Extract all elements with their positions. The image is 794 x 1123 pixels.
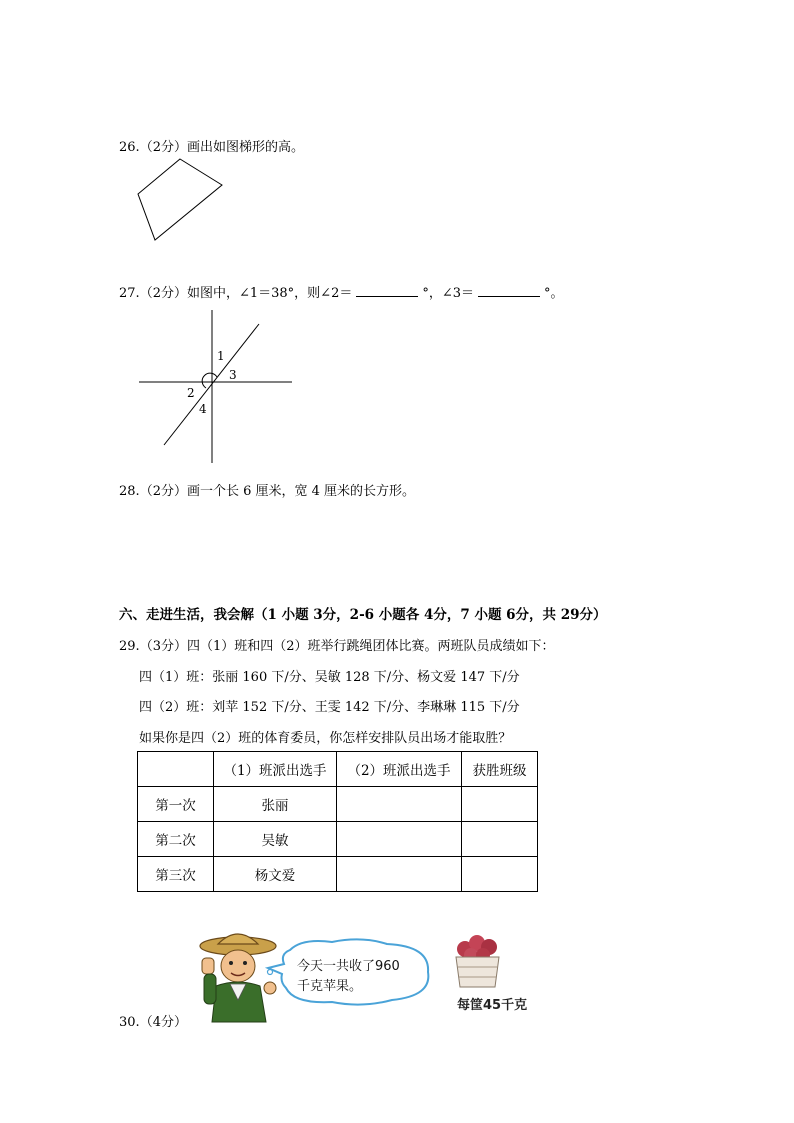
- bubble-line1: 今天一共收了960: [297, 959, 400, 974]
- table-row: [138, 822, 538, 857]
- q27-score: （2分）: [139, 286, 187, 301]
- answer-cell[interactable]: [337, 857, 462, 892]
- table-header-cell: [138, 752, 214, 787]
- table-cell: 第二次: [138, 822, 214, 857]
- table-cell: 第一次: [138, 787, 214, 822]
- angle-label-4: 4: [199, 402, 207, 416]
- q30-score: （4分）: [139, 1015, 187, 1030]
- thumb-hand: [202, 958, 214, 974]
- trapezoid-figure: [130, 150, 230, 250]
- table-cell: 吴敏: [214, 822, 337, 857]
- q28-score: （2分）: [139, 484, 187, 499]
- table-row: [138, 787, 538, 822]
- q29-text: 四（1）班和四（2）班举行跳绳团体比赛。两班队员成绩如下：: [186, 639, 555, 654]
- q29-line: [119, 635, 555, 654]
- face: [221, 950, 255, 982]
- angle3-blank[interactable]: [478, 284, 540, 297]
- q27-text-b: °，∠3＝: [422, 286, 475, 301]
- q27-text-a: 如图中，∠1＝38°，则∠2＝: [186, 286, 353, 301]
- q28-text: 画一个长 6 厘米，宽 4 厘米的长方形。: [186, 484, 416, 499]
- angle2-blank[interactable]: [356, 284, 418, 297]
- q29-class1-scores: 四（1）班：张丽 160 下/分、吴敏 128 下/分、杨文爱 147 下/分: [139, 670, 520, 685]
- q26-text: 画出如图梯形的高。: [186, 140, 304, 155]
- answer-cell[interactable]: [462, 787, 538, 822]
- angle-label-1: 1: [217, 349, 225, 363]
- eye-right: [243, 961, 247, 965]
- answer-cell[interactable]: [337, 787, 462, 822]
- q27-line: [119, 282, 564, 301]
- answer-cell[interactable]: [337, 822, 462, 857]
- arm: [204, 974, 216, 1004]
- angle-figure: [135, 308, 300, 468]
- speech-bubble: [262, 938, 437, 1008]
- bubble-dot: [268, 970, 273, 975]
- answer-cell[interactable]: [462, 857, 538, 892]
- q29-class2-scores: 四（2）班：刘苹 152 下/分、王雯 142 下/分、李琳琳 115 下/分: [139, 700, 520, 715]
- table-cell: 张丽: [214, 787, 337, 822]
- answer-cell[interactable]: [462, 822, 538, 857]
- table-cell: 第三次: [138, 857, 214, 892]
- angle-label-3: 3: [229, 368, 237, 382]
- q27-text-c: °。: [544, 286, 564, 301]
- basket-label: 每筐45千克: [457, 998, 528, 1013]
- q26-score: （2分）: [139, 140, 187, 155]
- q29-question: 如果你是四（2）班的体育委员，你怎样安排队员出场才能取胜？: [139, 731, 512, 746]
- table-cell: 杨文爱: [214, 857, 337, 892]
- table-header-cell: （2）班派出选手: [337, 752, 462, 787]
- bubble-line2: 千克苹果。: [297, 979, 363, 994]
- table-row: [138, 857, 538, 892]
- q27-number: 27.: [119, 286, 140, 301]
- table-header-cell: （1）班派出选手: [214, 752, 337, 787]
- table-header-row: [138, 752, 538, 787]
- table-header-cell: 获胜班级: [462, 752, 538, 787]
- apple-basket: [449, 933, 539, 1018]
- trapezoid-shape: [138, 159, 222, 240]
- q30-number: 30.: [119, 1015, 140, 1030]
- section6-title: 六、走进生活，我会解（1 小题 3分，2-6 小题各 4分，7 小题 6分，共 29分）: [119, 607, 607, 623]
- angle-label-2: 2: [187, 386, 195, 400]
- q29-number: 29.: [119, 639, 140, 654]
- q26-number: 26.: [119, 140, 140, 155]
- eye-left: [229, 961, 233, 965]
- q28-line: [119, 480, 415, 499]
- q30-line: [119, 1011, 187, 1030]
- lineup-table: [137, 751, 538, 892]
- q28-number: 28.: [119, 484, 140, 499]
- hat-top: [218, 934, 258, 944]
- q29-score: （3分）: [139, 639, 187, 654]
- basket-body: [456, 957, 499, 987]
